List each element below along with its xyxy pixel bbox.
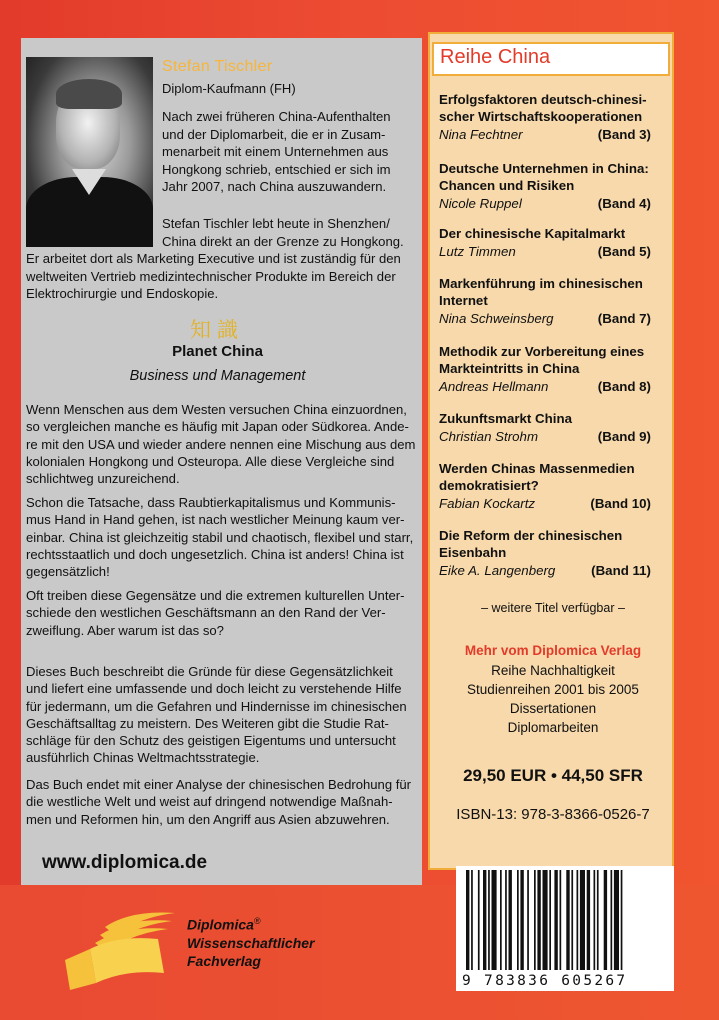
publisher-logo-icon bbox=[60, 905, 180, 990]
series-sidebar bbox=[428, 32, 674, 870]
author-bio-1: Nach zwei früheren China-Aufenthalten und der Diplomarbeit, die er in Zusam- menarbeit mit einem Unternehmen aus Hongkong schrieb, entschied er sich im Jahr 2007, nach China auszuwandern. bbox=[162, 109, 391, 194]
series-title: Planet China bbox=[172, 343, 263, 360]
publisher-name: Diplomica® bbox=[187, 916, 261, 933]
book-entry: Werden Chinas Massenmedien demokratisiert? Fabian Kockartz (Band 10) bbox=[439, 461, 651, 511]
description-paragraph: Schon die Tatsache, dass Raubtierkapitalismus und Kommunis- mus Hand in Hand gehen, ist nach westlicher Meinung kaum ver- einbar. China ist gleichzeitig stabil und chaotisch, flexibel und starr, rechtsstaatlich und doch ungesetzlich. China ist anders! China ist gegensätzlich! bbox=[26, 495, 414, 580]
book-entry: Der chinesische Kapitalmarkt Lutz Timmen (Band 5) bbox=[439, 226, 651, 259]
description-paragraph: Dieses Buch beschreibt die Gründe für diese Gegensätzlichkeit und liefert eine umfassende und doch leicht zu verstehende Hilfe für jedermann, um die Gefahren und Hindernisse im chinesischen Geschäftsalltag zu meistern. Des Weiteren gibt die Studie Rat- schläge für den Schutz des geistigen Eigentums und untersucht ausführlich Chinas Weltmachtsstrategie. bbox=[26, 664, 407, 766]
publisher-more-title: Mehr vom Diplomica Verlag bbox=[464, 643, 642, 658]
author-title: Diplom-Kaufmann (FH) bbox=[162, 81, 296, 96]
book-entry: Deutsche Unternehmen in China: Chancen und Risiken Nicole Ruppel (Band 4) bbox=[439, 161, 651, 211]
book-entry: Markenführung im chinesischen Internet Nina Schweinsberg (Band 7) bbox=[439, 276, 651, 326]
author-bio-2: Stefan Tischler lebt heute in Shenzhen/ China direkt an der Grenze zu Hongkong. bbox=[162, 216, 404, 249]
sidebar-series-title: Reihe China bbox=[440, 46, 551, 68]
publisher-line-1: Wissenschaftlicher bbox=[187, 935, 315, 951]
book-entry: Zukunftsmarkt China Christian Strohm (Band 9) bbox=[439, 411, 651, 444]
author-photo bbox=[26, 57, 153, 247]
website-link[interactable]: www.diplomica.de bbox=[42, 852, 208, 873]
barcode-digits: 9 783836 605267 bbox=[462, 973, 628, 989]
description-paragraph: Wenn Menschen aus dem Westen versuchen China einzuordnen, so vergleichen manche es häufig mit Japan oder Südkorea. Ande- re mit den USA und wieder andere nennen eine Mischung aus dem kolonialen Hongkong und Osteuropa. Alle diese Vergleiche sind schlichtweg unzureichend. bbox=[26, 402, 416, 487]
book-entry: Erfolgsfaktoren deutsch-chinesi- scher Wirtschaftskooperationen Nina Fechtner (Band 3) bbox=[439, 92, 651, 142]
publisher-series-line: Dissertationen bbox=[509, 701, 597, 716]
description-paragraph: Das Buch endet mit einer Analyse der chinesischen Bedrohung für die westliche Welt und weist auf dringend notwendige Maßnah- men und Reformen hin, um den Angriff aus Asien abzuwehren. bbox=[26, 777, 412, 827]
publisher-series-line: Diplomarbeiten bbox=[507, 720, 599, 735]
description-paragraph: Oft treiben diese Gegensätze und die extremen kulturellen Unter- schiede den westlichen Geschäftsmann an den Rand der Ver- zweiflung. Aber warum ist das so? bbox=[26, 588, 405, 638]
series-subtitle: Business und Management bbox=[129, 368, 306, 384]
author-bio-3: Er arbeitet dort als Marketing Executive und ist zuständig für den weltweiten Vertrieb medizintechnischer Produkte im Bereich der Elektrochirurgie und Endoskopie. bbox=[26, 251, 401, 301]
more-titles-note: – weitere Titel verfügbar – bbox=[481, 601, 625, 615]
price: 29,50 EUR • 44,50 SFR bbox=[463, 766, 643, 785]
barcode-icon bbox=[462, 870, 668, 970]
isbn: ISBN-13: 978-3-8366-0526-7 bbox=[456, 806, 650, 823]
publisher-line-2: Fachverlag bbox=[187, 953, 261, 969]
book-entry: Die Reform der chinesischen Eisenbahn Eike A. Langenberg (Band 11) bbox=[439, 528, 651, 578]
publisher-series-line: Studienreihen 2001 bis 2005 bbox=[467, 682, 639, 697]
publisher-series-line: Reihe Nachhaltigkeit bbox=[491, 663, 615, 678]
chinese-characters: 知識 bbox=[190, 318, 244, 342]
book-entry: Methodik zur Vorbereitung eines Markteintritts in China Andreas Hellmann (Band 8) bbox=[439, 344, 651, 394]
author-name: Stefan Tischler bbox=[162, 58, 273, 75]
